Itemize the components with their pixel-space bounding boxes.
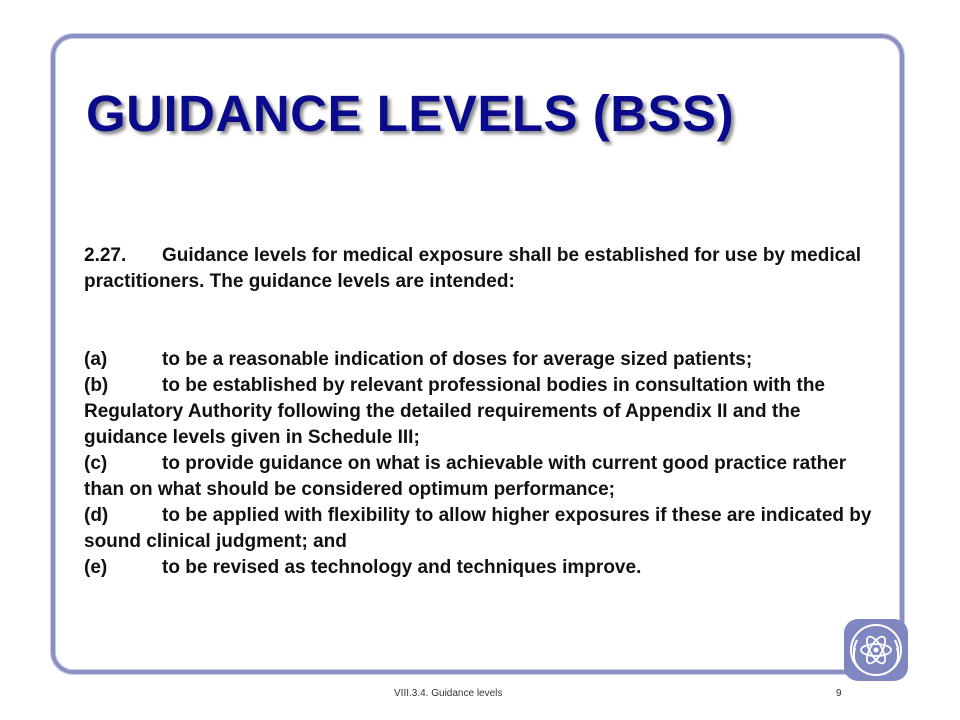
intro-paragraph: [84, 243, 884, 295]
item-text: to be established by relevant professional bodies in consultation with the Regulatory Authority following the detailed requirements of Appendix II and the guidance levels given in Schedule III;: [84, 375, 825, 448]
spacer: [84, 295, 884, 347]
item-text: to be a reasonable indication of doses for average sized patients;: [162, 349, 753, 370]
slide-footer: [0, 688, 960, 702]
slide-body: [84, 243, 884, 581]
list-item: [84, 373, 884, 451]
item-label: (d): [84, 505, 109, 526]
intro-number: 2.27.: [84, 245, 127, 266]
page-number: 9: [836, 688, 842, 699]
iaea-atom-logo-icon: [843, 618, 909, 682]
intro-text: Guidance levels for medical exposure shall be established for use by medical practitioners. The guidance levels are intended:: [84, 245, 862, 292]
item-text: to be applied with flexibility to allow higher exposures if these are indicated by sound clinical judgment; and: [84, 505, 872, 552]
list-item: [84, 347, 884, 373]
item-text: to be revised as technology and techniques improve.: [162, 557, 642, 578]
list-item: [84, 503, 884, 555]
list-item: [84, 555, 884, 581]
footer-label: VIII.3.4. Guidance levels: [394, 688, 503, 699]
item-label: (e): [84, 557, 108, 578]
item-label: (a): [84, 349, 108, 370]
slide-title: GUIDANCE LEVELS (BSS): [86, 85, 735, 142]
item-text: to provide guidance on what is achievable with current good practice rather than on what should be considered optimum performance;: [84, 453, 847, 500]
item-label: (c): [84, 453, 108, 474]
item-label: (b): [84, 375, 109, 396]
list-item: [84, 451, 884, 503]
